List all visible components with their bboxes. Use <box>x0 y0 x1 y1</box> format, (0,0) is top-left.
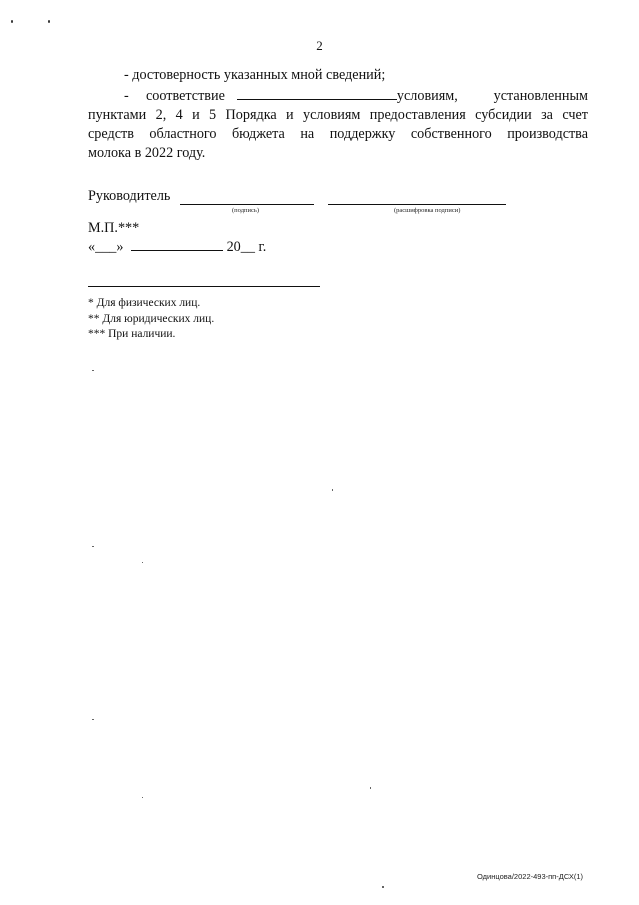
page-number: 2 <box>316 38 323 53</box>
footnote-item: * Для физических лиц. <box>88 297 201 309</box>
signature-decode-line <box>328 203 506 205</box>
item-compliance-tail: условиям, <box>396 88 458 104</box>
date-month-blank <box>131 238 223 251</box>
item-compliance-word: соответствие <box>146 88 225 104</box>
footnotes <box>88 296 214 343</box>
date-year-prefix: 20 <box>226 239 241 255</box>
scan-speck <box>142 797 143 798</box>
scan-speck <box>142 562 143 563</box>
item-compliance-line3: средств областного бюджета на поддержку собственного производства <box>88 126 588 142</box>
scan-speck <box>92 546 94 547</box>
date-suffix: г. <box>258 239 267 255</box>
date-year-blank: __ <box>240 239 255 255</box>
signature-line <box>180 203 314 205</box>
item-compliance-tail2: установленным <box>493 88 588 104</box>
compliance-blank-line <box>237 85 397 100</box>
stamp-label: М.П.*** <box>88 220 140 236</box>
item-compliance-line1 <box>88 85 588 106</box>
signature-caption: (подпись) <box>232 207 259 214</box>
scan-speck <box>11 20 13 23</box>
footnote-item: ** Для юридических лиц. <box>88 312 215 325</box>
signature-label: Руководитель <box>88 188 171 204</box>
signature-row <box>88 188 170 205</box>
document-code: Одинцова/2022-493-пп-ДСХ(1) <box>477 872 583 881</box>
date-day-blank: ___ <box>95 239 117 255</box>
scan-speck <box>92 719 94 720</box>
date-close-quote: » <box>116 239 124 255</box>
confirmation-text <box>88 66 588 163</box>
item-dash: - <box>124 88 129 104</box>
date-line <box>88 238 266 256</box>
item-compliance-line2: пунктами 2, 4 и 5 Порядка и условиям предоставления субсидии за счет <box>88 107 588 123</box>
scan-speck <box>382 886 384 888</box>
scan-speck <box>92 370 94 371</box>
scan-speck <box>48 20 50 23</box>
scan-speck <box>370 787 371 789</box>
item-reliability: - достоверность указанных мной сведений; <box>124 67 386 83</box>
footnote-separator <box>88 286 320 287</box>
scan-speck <box>332 489 333 491</box>
signature-decode-caption: (расшифровка подписи) <box>394 207 461 214</box>
item-compliance-line4: молока в 2022 году. <box>88 145 206 161</box>
footnote-item: *** При наличии. <box>88 328 176 340</box>
date-open-quote: « <box>88 239 96 255</box>
